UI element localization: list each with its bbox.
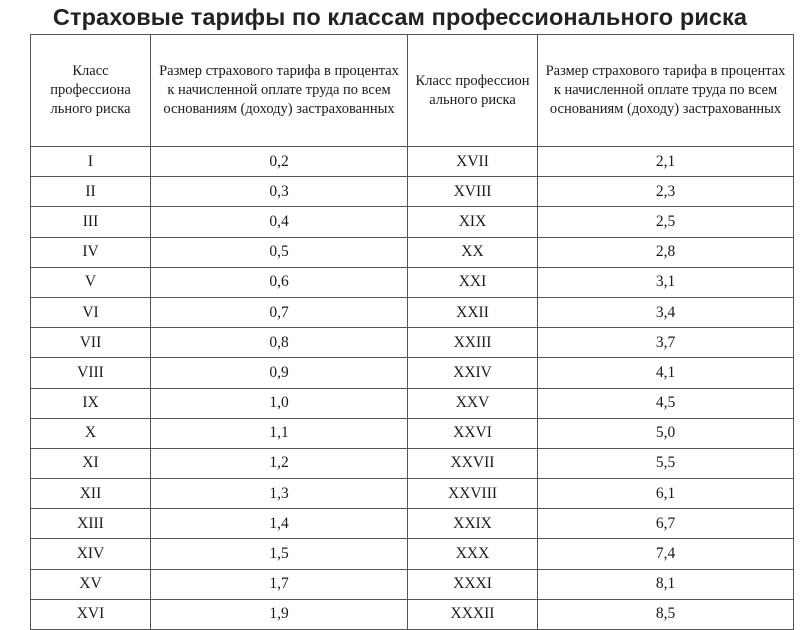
cell-rate-left: 0,3 <box>151 177 408 207</box>
cell-class-right: XXX <box>408 539 538 569</box>
insurance-rates-table <box>30 34 794 630</box>
cell-rate-left: 0,8 <box>151 328 408 358</box>
header-rate-right: Размер страхового тарифа в процентах к начисленной оплате труда по всем основаниям (доходу) застрахованных <box>538 35 794 147</box>
cell-rate-left: 1,9 <box>151 599 408 629</box>
cell-class-right: XXVI <box>408 418 538 448</box>
table-row <box>31 297 794 327</box>
cell-class-left: VII <box>31 328 151 358</box>
cell-class-right: XVIII <box>408 177 538 207</box>
cell-class-left: XIV <box>31 539 151 569</box>
cell-rate-left: 0,6 <box>151 267 408 297</box>
cell-class-left: VIII <box>31 358 151 388</box>
table-row <box>31 599 794 629</box>
cell-rate-left: 1,2 <box>151 448 408 478</box>
cell-rate-right: 7,4 <box>538 539 794 569</box>
cell-rate-right: 2,8 <box>538 237 794 267</box>
cell-rate-right: 8,1 <box>538 569 794 599</box>
cell-rate-right: 8,5 <box>538 599 794 629</box>
cell-rate-right: 3,7 <box>538 328 794 358</box>
table-row <box>31 147 794 177</box>
cell-rate-right: 6,7 <box>538 509 794 539</box>
cell-class-right: XX <box>408 237 538 267</box>
cell-class-right: XXIX <box>408 509 538 539</box>
cell-class-right: XIX <box>408 207 538 237</box>
cell-class-left: XVI <box>31 599 151 629</box>
cell-rate-left: 0,9 <box>151 358 408 388</box>
cell-rate-left: 1,4 <box>151 509 408 539</box>
cell-class-right: XXXI <box>408 569 538 599</box>
cell-class-left: II <box>31 177 151 207</box>
cell-class-left: X <box>31 418 151 448</box>
header-row <box>31 35 794 147</box>
table-body <box>31 147 794 630</box>
cell-class-left: XI <box>31 448 151 478</box>
cell-class-left: IX <box>31 388 151 418</box>
cell-class-left: III <box>31 207 151 237</box>
header-class-right: Класс профессион ального риска <box>408 35 538 147</box>
cell-rate-left: 1,5 <box>151 539 408 569</box>
cell-rate-right: 3,4 <box>538 297 794 327</box>
table-row <box>31 177 794 207</box>
cell-class-right: XXI <box>408 267 538 297</box>
table-row <box>31 388 794 418</box>
cell-rate-left: 1,0 <box>151 388 408 418</box>
table-header <box>31 35 794 147</box>
table-row <box>31 267 794 297</box>
table-row <box>31 207 794 237</box>
table-row <box>31 328 794 358</box>
cell-class-right: XXV <box>408 388 538 418</box>
header-rate-left: Размер страхового тарифа в процентах к начисленной оплате труда по всем основаниям (доходу) застрахованных <box>151 35 408 147</box>
page-title: Страховые тарифы по классам профессионального риска <box>52 4 748 30</box>
cell-rate-left: 0,7 <box>151 297 408 327</box>
cell-rate-right: 5,0 <box>538 418 794 448</box>
table-row <box>31 237 794 267</box>
cell-class-right: XXIII <box>408 328 538 358</box>
cell-rate-right: 5,5 <box>538 448 794 478</box>
cell-class-left: I <box>31 147 151 177</box>
cell-rate-left: 0,4 <box>151 207 408 237</box>
cell-class-left: VI <box>31 297 151 327</box>
cell-class-left: XII <box>31 479 151 509</box>
table-row <box>31 358 794 388</box>
cell-class-left: XV <box>31 569 151 599</box>
cell-rate-right: 2,1 <box>538 147 794 177</box>
cell-class-right: XXIV <box>408 358 538 388</box>
cell-class-right: XVII <box>408 147 538 177</box>
cell-rate-left: 1,1 <box>151 418 408 448</box>
cell-rate-right: 6,1 <box>538 479 794 509</box>
cell-rate-right: 2,3 <box>538 177 794 207</box>
cell-class-left: XIII <box>31 509 151 539</box>
header-class-left: Класс профессиона льного риска <box>31 35 151 147</box>
cell-class-right: XXXII <box>408 599 538 629</box>
cell-class-right: XXVII <box>408 448 538 478</box>
table-row <box>31 539 794 569</box>
cell-rate-right: 4,5 <box>538 388 794 418</box>
cell-rate-left: 1,7 <box>151 569 408 599</box>
cell-rate-right: 4,1 <box>538 358 794 388</box>
table-row <box>31 418 794 448</box>
cell-rate-left: 1,3 <box>151 479 408 509</box>
cell-class-right: XXII <box>408 297 538 327</box>
cell-rate-right: 2,5 <box>538 207 794 237</box>
table-row <box>31 479 794 509</box>
cell-rate-left: 0,2 <box>151 147 408 177</box>
cell-class-right: XXVIII <box>408 479 538 509</box>
cell-rate-left: 0,5 <box>151 237 408 267</box>
table-row <box>31 569 794 599</box>
cell-rate-right: 3,1 <box>538 267 794 297</box>
cell-class-left: IV <box>31 237 151 267</box>
cell-class-left: V <box>31 267 151 297</box>
table-row <box>31 448 794 478</box>
table-row <box>31 509 794 539</box>
